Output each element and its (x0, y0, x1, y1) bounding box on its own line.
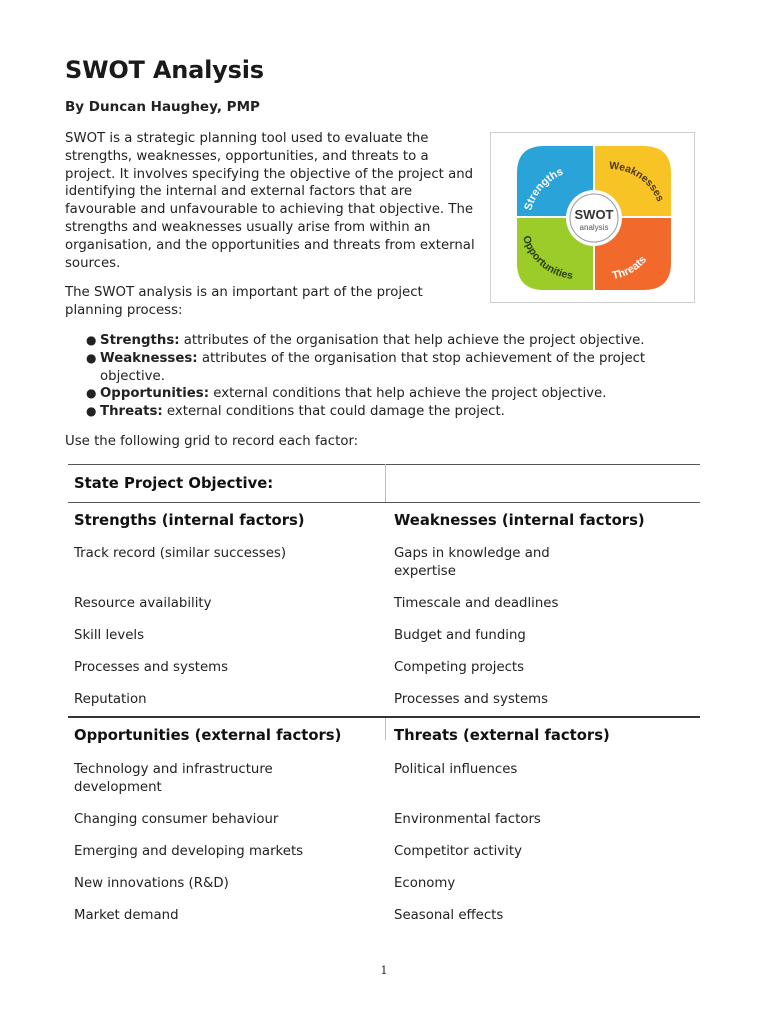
weaknesses-item: Competing projects (394, 660, 525, 675)
threats-item: Economy (394, 876, 456, 891)
opportunities-heading: Opportunities (external factors) (74, 727, 342, 744)
objective-label: State Project Objective: (74, 475, 274, 492)
threats-item: Seasonal effects (394, 908, 504, 923)
opportunities-item: Emerging and developing markets (74, 844, 304, 859)
strengths-item: Skill levels (74, 628, 144, 643)
process-paragraph: The SWOT analysis is an important part of the project planning process: (65, 285, 423, 318)
list-item: ● Threats: external conditions that could damage the project. (86, 404, 505, 420)
page-title: SWOT Analysis (65, 56, 264, 84)
strengths-item: Reputation (74, 692, 147, 707)
grid-intro-text: Use the following grid to record each factor: (65, 434, 359, 449)
threats-item: Environmental factors (394, 812, 541, 827)
weaknesses-figure-label: Weaknesses (608, 159, 667, 204)
list-item: ● Weaknesses: attributes of the organisation that stop achievement of the project objective. (86, 350, 646, 384)
weaknesses-item: Gaps in knowledge and expertise (394, 546, 550, 579)
column-divider (385, 464, 386, 502)
swot-definition-list (80, 332, 700, 421)
threats-item: Competitor activity (394, 844, 522, 859)
opportunities-figure-label: Opportunities (520, 234, 574, 282)
table-rule (68, 716, 700, 718)
list-item: ● Opportunities: external conditions that help achieve the project objective. (86, 386, 607, 402)
opportunities-item: Changing consumer behaviour (74, 812, 279, 827)
column-divider (385, 718, 386, 740)
threats-item: Political influences (394, 762, 518, 777)
swot-center-subtitle: analysis (579, 223, 609, 232)
table-rule (68, 464, 700, 465)
author-byline: By Duncan Haughey, PMP (65, 99, 260, 115)
threats-heading: Threats (external factors) (394, 727, 610, 744)
strengths-item: Track record (similar successes) (74, 546, 287, 561)
threats-figure-label: Threats (611, 253, 650, 283)
strengths-figure-label: Strengths (522, 165, 565, 212)
opportunities-item: New innovations (R&D) (74, 876, 229, 891)
strengths-item: Processes and systems (74, 660, 229, 675)
swot-center-title: SWOT (574, 207, 614, 222)
opportunities-item: Market demand (74, 908, 179, 923)
weaknesses-item: Timescale and deadlines (394, 596, 559, 611)
intro-paragraph: SWOT is a strategic planning tool used to evaluate the strengths, weaknesses, opportunities, and threats to a project. It involves specifying the objective of the project and identifying the internal and external factors that are favourable and unfavourable to achieving that objective. The strengths and weaknesses usually arise from within an organisation, and the opportunities and threats from external sources. (65, 131, 475, 271)
weaknesses-heading: Weaknesses (internal factors) (394, 512, 645, 529)
list-item: ● Strengths: attributes of the organisation that help achieve the project objective. (86, 333, 645, 348)
table-rule (68, 502, 700, 503)
strengths-item: Resource availability (74, 596, 212, 611)
page-number: 1 (380, 964, 388, 977)
weaknesses-item: Budget and funding (394, 628, 526, 643)
swot-analysis-figure (490, 132, 695, 303)
strengths-heading: Strengths (internal factors) (74, 512, 305, 529)
opportunities-item: Technology and infrastructure development (74, 762, 273, 795)
weaknesses-item: Processes and systems (394, 692, 549, 707)
